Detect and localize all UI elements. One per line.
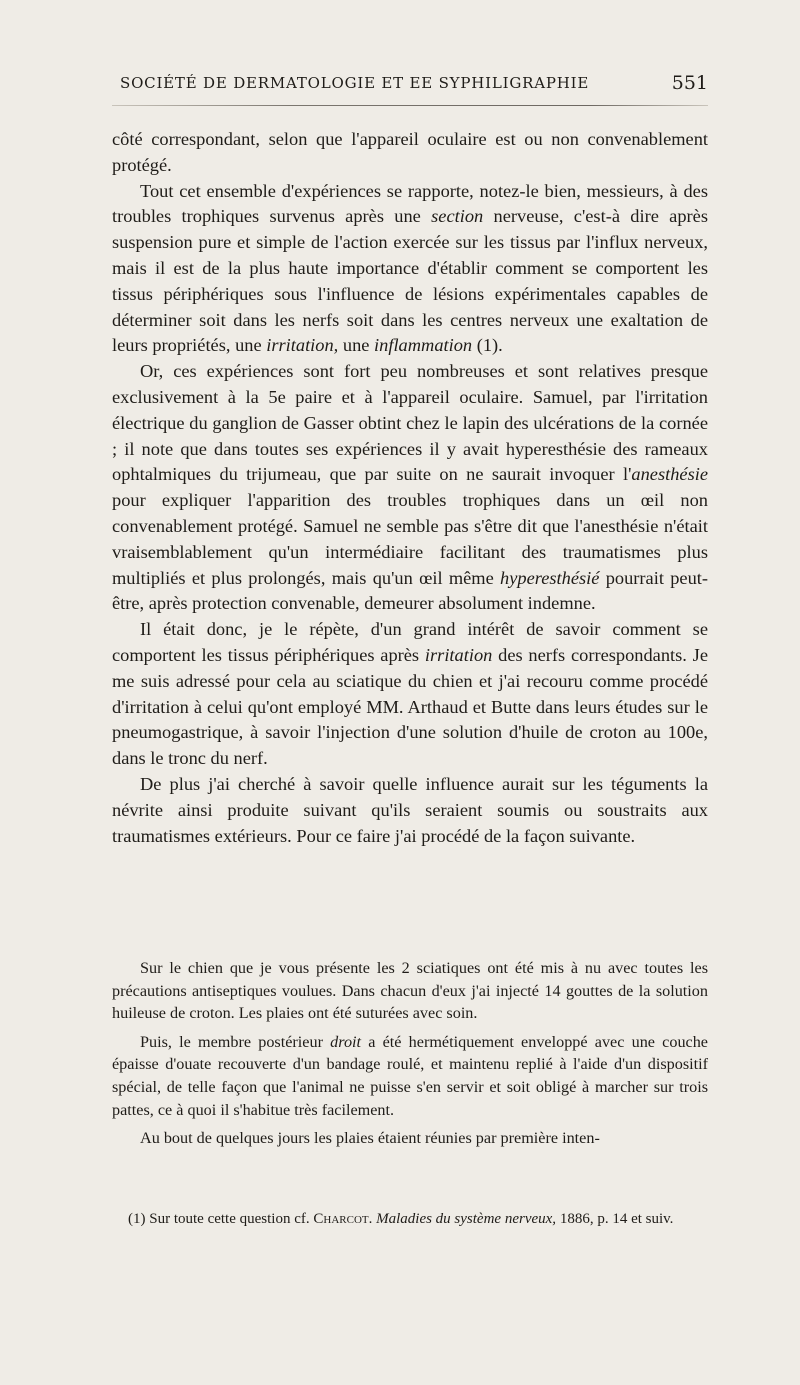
italic-run: anesthésie — [631, 464, 708, 485]
text-run: Or, ces expériences sont fort peu nombreuses et sont relatives presque exclusivement à la 5e paire et à l'appareil oculaire. Samuel, par l'irritation électrique du ganglion de Gasser obtint chez le lapin des ulcérations de la cornée ; il note que dans toutes ses expériences il y avait hyperesthésie des rameaux ophtalmiques du trijumeau, que par suite on ne saurait invoquer l' — [112, 361, 708, 485]
page-number: 551 — [671, 72, 708, 94]
protocol-paragraph-2 — [112, 1031, 708, 1121]
protocol-paragraph-1: Sur le chien que je vous présente les 2 sciatiques ont été mis à nu avec toutes les précautions antiseptiques voulues. Dans chacun d'eux j'ai injecté 14 gouttes de la solution huileuse de croton. Les plaies ont été suturées avec soin. — [112, 959, 708, 1023]
footnote-title: Maladies du système nerveux, — [376, 1211, 557, 1227]
text-run: (1). — [472, 335, 503, 356]
text-run: Il était donc, je le répète, d'un grand intérêt de savoir comment se comportent les tissus périphériques après — [112, 619, 708, 665]
italic-run: irritation, — [266, 335, 339, 356]
italic-run: inflammation — [374, 335, 473, 356]
main-text — [112, 127, 708, 849]
footnote-text — [112, 1209, 708, 1229]
paragraph-3 — [112, 359, 708, 617]
text-run: nerveuse, c'est-à dire après suspension pure et simple de l'action exercée sur les tissus par l'influx nerveux, mais il est de la plus haute importance d'établir comment se comportent les tissus périphériques sous l'influence de lésions expérimentales capables de déterminer soit dans les nerfs soit dans les centres nerveux une exaltation de leurs propriétés, une — [112, 206, 708, 356]
protocol-paragraph-3: Au bout de quelques jours les plaies étaient réunies par première inten- — [140, 1129, 600, 1148]
text-run: une — [338, 335, 375, 356]
italic-run: irritation — [424, 644, 493, 665]
text-run: Puis, le membre postérieur — [140, 1032, 331, 1051]
footnote-author: Charcot. — [313, 1211, 373, 1227]
text-run: 1886, p. 14 et suiv. — [556, 1211, 674, 1227]
text-run: (1) Sur toute cette question cf. — [128, 1211, 314, 1227]
paragraph-5: De plus j'ai cherché à savoir quelle influence aurait sur les téguments la névrite ainsi produite suivant qu'ils seraient soumis ou soustraits aux traumatismes extérieurs. Pour ce faire j'ai procédé de la façon suivante. — [112, 773, 708, 846]
italic-run: droit — [330, 1032, 362, 1051]
protocol-text — [112, 957, 708, 1150]
italic-run: hyperesthésié — [500, 567, 600, 588]
text-run: a été hermétiquement enveloppé avec une couche épaisse d'ouate recouverte d'un bandage roulé, et maintenu replié à l'aide d'un dispositif spécial, de telle façon que l'animal ne puisse s'en servir et soit obligé à marcher sur trois pattes, ce à quoi il s'habitue très facilement. — [112, 1032, 708, 1119]
text-run: des nerfs correspondants. Je me suis adressé pour cela au sciatique du chien et j'ai recouru comme procédé d'irritation à celui qu'ont employé MM. Arthaud et Butte dans leurs études sur le pneumogastrique, à savoir l'injection d'une solution d'huile de croton au 100e, dans le tronc du nerf. — [112, 644, 709, 769]
italic-run: section — [431, 206, 484, 227]
paragraph-1: côté correspondant, selon que l'appareil oculaire est ou non convenablement protégé. — [112, 129, 708, 175]
paragraph-4 — [112, 617, 708, 772]
text-run: pour expliquer l'apparition des troubles trophiques dans un œil non convenablement protégé. Samuel ne semble pas s'être dit que l'anesthésie n'était vraisemblablement qu'un intermédiaire facilitant des traumatismes plus multipliés et plus prolongés, mais qu'un œil même — [112, 490, 708, 588]
text-run: Tout cet ensemble d'expériences se rapporte, notez-le bien, messieurs, à des troubles trophiques survenus après une — [112, 180, 708, 227]
running-title: SOCIÉTÉ DE DERMATOLOGIE ET EE SYPHILIGRAPHIE — [120, 74, 590, 92]
paragraph-2 — [112, 179, 708, 360]
running-header — [112, 74, 708, 98]
text-run: pourrait peut-être, après protection convenable, demeurer absolument indemne. — [112, 567, 708, 614]
footnote — [112, 1209, 708, 1229]
header-rule — [112, 105, 708, 106]
